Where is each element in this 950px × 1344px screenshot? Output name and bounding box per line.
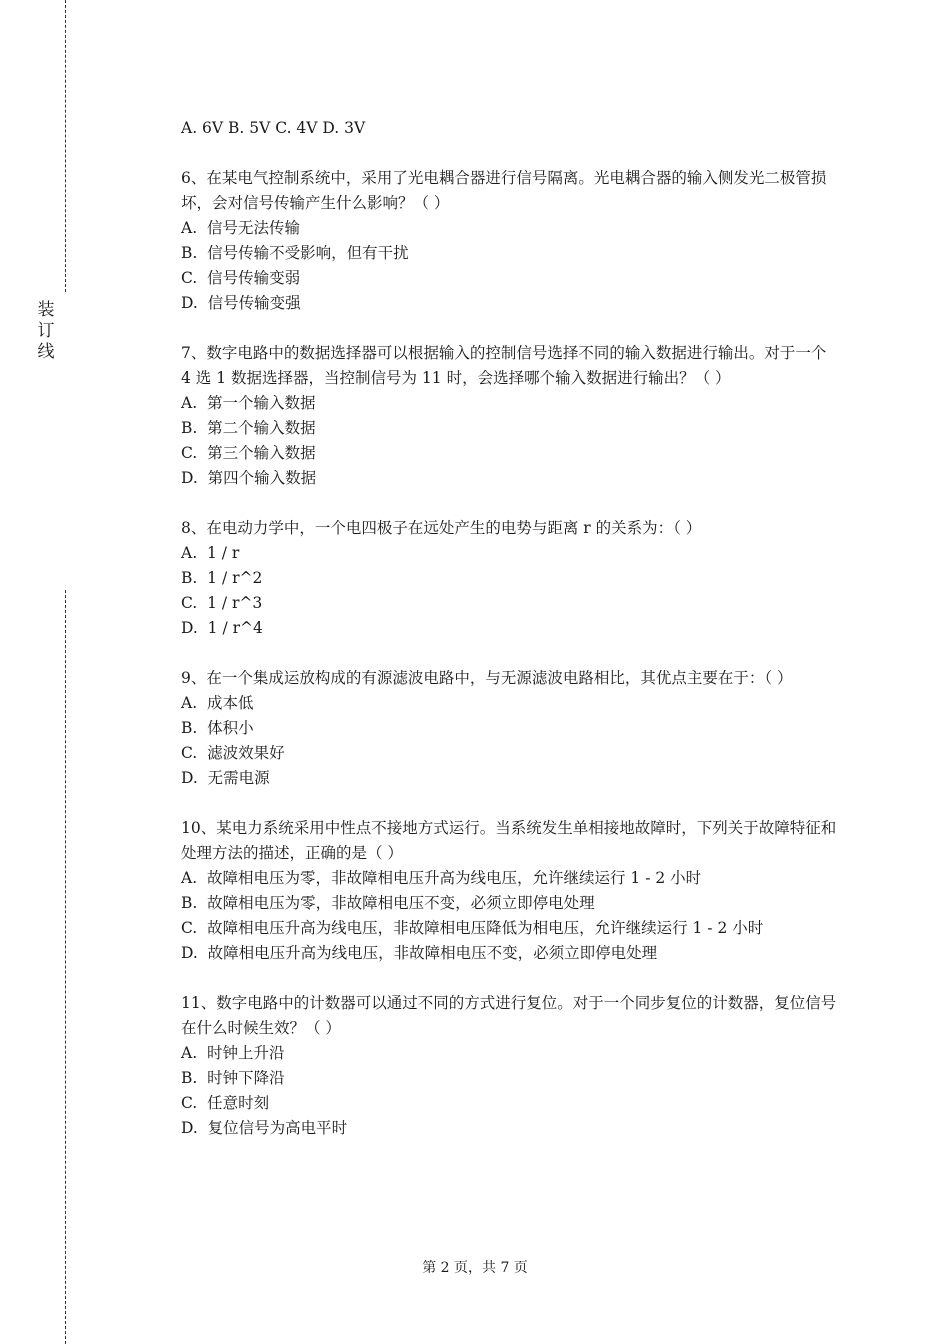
binding-char: 订 — [37, 321, 55, 341]
binding-line-bottom — [65, 590, 66, 1344]
binding-label — [36, 300, 56, 363]
option-a: A. 成本低 — [181, 694, 254, 712]
question-list — [181, 116, 841, 1141]
option-d: D. 1 / r^4 — [181, 619, 263, 637]
option-a: A. 第一个输入数据 — [181, 394, 316, 412]
question-8 — [181, 516, 841, 641]
question-7 — [181, 341, 841, 491]
question-text: 11、数字电路中的计数器可以通过不同的方式进行复位。对于一个同步复位的计数器，复位信号在什么时候生效？（ ） — [181, 994, 837, 1037]
option-line: A. 6V B. 5V C. 4V D. 3V — [181, 119, 366, 137]
option-c: C. 信号传输变弱 — [181, 269, 301, 287]
option-b: B. 信号传输不受影响，但有干扰 — [181, 244, 409, 262]
option-a: A. 时钟上升沿 — [181, 1044, 285, 1062]
option-c: C. 故障相电压升高为线电压，非故障相电压降低为相电压，允许继续运行 1 - 2 小时 — [181, 919, 764, 937]
question-5-options — [181, 116, 841, 141]
question-9 — [181, 666, 841, 791]
option-d: D. 复位信号为高电平时 — [181, 1119, 348, 1137]
option-c: C. 第三个输入数据 — [181, 444, 316, 462]
question-text: 6、在某电气控制系统中，采用了光电耦合器进行信号隔离。光电耦合器的输入侧发光二极管损坏，会对信号传输产生什么影响？（ ） — [181, 169, 827, 212]
option-c: C. 1 / r^3 — [181, 594, 263, 612]
option-a: A. 故障相电压为零，非故障相电压升高为线电压，允许继续运行 1 - 2 小时 — [181, 869, 702, 887]
option-d: D. 信号传输变强 — [181, 294, 301, 312]
option-a: A. 信号无法传输 — [181, 219, 300, 237]
option-b: B. 体积小 — [181, 719, 254, 737]
question-10 — [181, 816, 841, 966]
option-a: A. 1 / r — [181, 544, 240, 562]
option-c: C. 滤波效果好 — [181, 744, 285, 762]
option-d: D. 故障相电压升高为线电压，非故障相电压不变，必须立即停电处理 — [181, 944, 658, 962]
question-text: 7、数字电路中的数据选择器可以根据输入的控制信号选择不同的输入数据进行输出。对于一个 4 选 1 数据选择器，当控制信号为 11 时，会选择哪个输入数据进行输出？（ ） — [181, 344, 827, 387]
question-text: 9、在一个集成运放构成的有源滤波电路中，与无源滤波电路相比，其优点主要在于：（ ） — [181, 669, 793, 687]
question-text: 10、某电力系统采用中性点不接地方式运行。当系统发生单相接地故障时，下列关于故障特征和处理方法的描述，正确的是（ ） — [181, 819, 837, 862]
binding-char: 装 — [37, 300, 55, 320]
question-11 — [181, 991, 841, 1141]
page-footer: 第 2 页，共 7 页 — [422, 1260, 528, 1276]
question-6 — [181, 166, 841, 316]
binding-char: 线 — [37, 342, 55, 362]
option-b: B. 故障相电压为零，非故障相电压不变，必须立即停电处理 — [181, 894, 595, 912]
option-b: B. 1 / r^2 — [181, 569, 263, 587]
option-b: B. 第二个输入数据 — [181, 419, 316, 437]
question-text: 8、在电动力学中，一个电四极子在远处产生的电势与距离 r 的关系为：（ ） — [181, 519, 702, 537]
binding-line-top — [65, 0, 66, 292]
option-c: C. 任意时刻 — [181, 1094, 270, 1112]
option-b: B. 时钟下降沿 — [181, 1069, 285, 1087]
option-d: D. 第四个输入数据 — [181, 469, 317, 487]
option-d: D. 无需电源 — [181, 769, 270, 787]
